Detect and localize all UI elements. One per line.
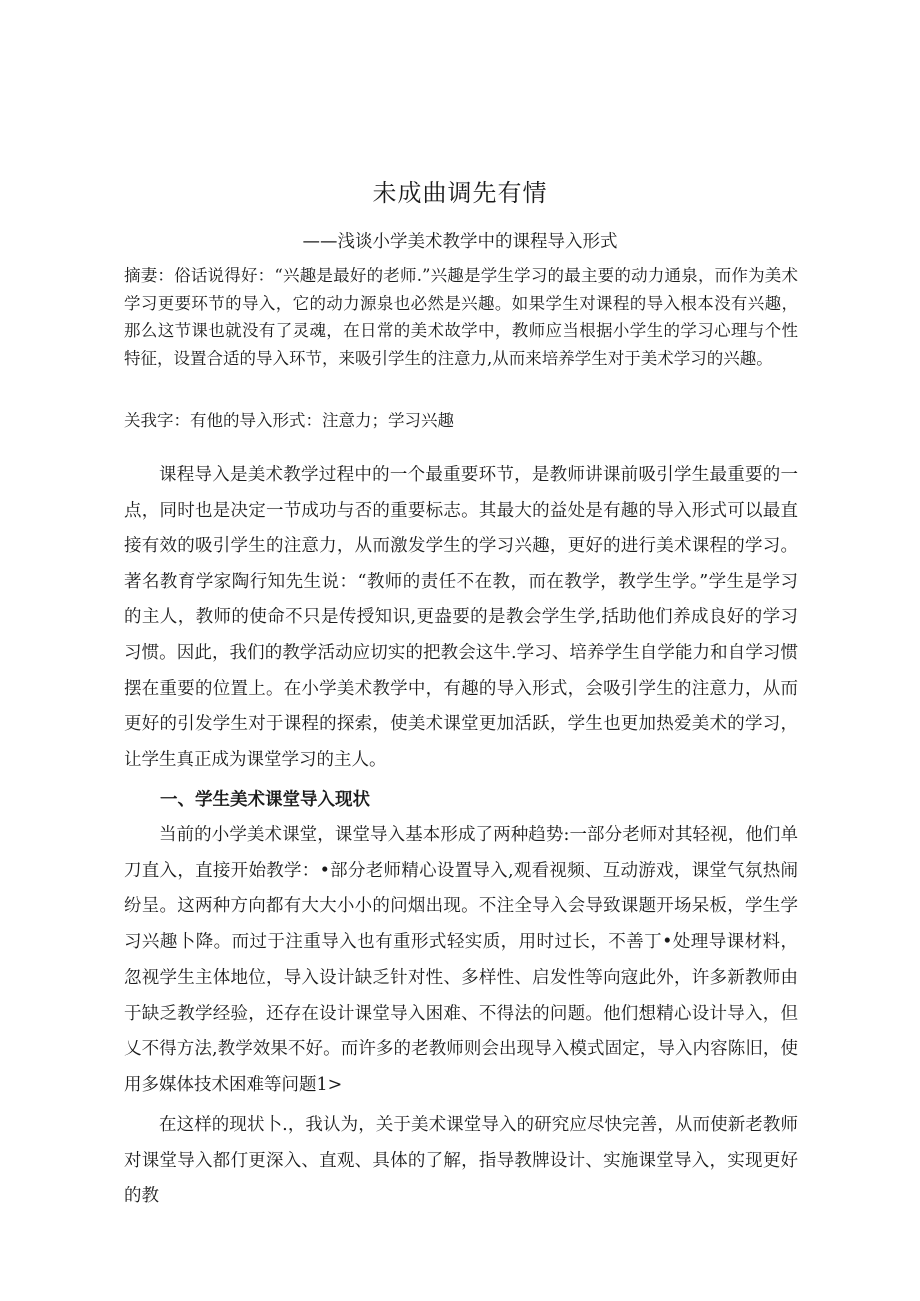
section-heading: 一、学生美术课堂导入现状 xyxy=(160,790,370,810)
intro-paragraph: 课程导入是美术教学过程中的一个最重要环节，是教师讲课前吸引学生最重要的一点，同时也是决定一节成功与否的重要标志。其最大的益处是有趣的导入形式可以最直接有效的吸引学生的注意力，从而激发学生的学习兴趣，更好的进行美术课程的学习。著名教育学家陶行知先生说：“教师的责任不在教，而在教学，教学生学。”学生是学习的主人，教师的使命不只是传授知识,更盎要的是教会学生学,括助他们养成良好的学习习惯。因此，我们的教学活动应切实的把教会这牛.学习、培养学生自学能力和自学习惯摆在重要的位置上。在小学美术教学中，有趣的导入形式，会吸引学生的注意力，从而更好的引发学生对于课程的探索，使美术课堂更加活跃，学生也更加热爱美术的学习，让学生真正成为课堂学习的主人。 xyxy=(124,465,798,770)
section-body-paragraph: 当前的小学美术课堂，课堂导入基本形成了两种趋势:一部分老师对其轻视，他们单刀直入，直接开始教学：•部分老师精心设置导入,观看视频、互动游戏，课堂气氛热闹纷呈。这两种方向都有大大小小的问烟出现。不注全导入会导致课题开场呆板，学生学习兴趣卜降。而过于注重导入也有重形式轻实质，用时过长，不善丁•处理导课材料，忽视学生主体地位，导入设计缺乏针对性、多样性、启发性等向寇此外，许多新教师由于缺乏教学经验，还存在设计课堂导入困难、不得法的问题。他们想精心设计导入，但乂不得方法,教学效果不好。而许多的老教师则会出现导入模式固定，导入内容陈旧，使用多媒体技术困难等问题1> xyxy=(124,825,798,1095)
page-subtitle: ——浅谈小学美术教学中的课程导入形式 xyxy=(302,232,618,252)
followup-paragraph: 在这样的现状卜.，我认为，关于美术课堂导入的研究应尽快完善，从而使新老教师对课堂导入都仃更深入、直观、具体的了解，指导教牌设计、实施课堂导入，实现更好的教 xyxy=(124,1115,798,1207)
keywords-line: 关我字：有他的导入形式：注意力；学习兴趣 xyxy=(124,411,454,430)
abstract-paragraph: 摘妻：俗话说得好：“兴趣是最好的老师.”兴趣是学生学习的最主要的动力通泉，而作为美术学习更要环节的导入，它的动力源泉也必然是兴趣。如果学生对课程的导入根本没有兴趣，那么这节课也就没有了灵魂，在日常的美术故学中，教师应当根据小学生的学习心理与个性特征，设置合适的导入环节，来吸引学生的注意力,从而来培养学生对于美术学习的兴趣。 xyxy=(124,266,798,368)
page-title: 未成曲调先有情 xyxy=(372,179,548,207)
